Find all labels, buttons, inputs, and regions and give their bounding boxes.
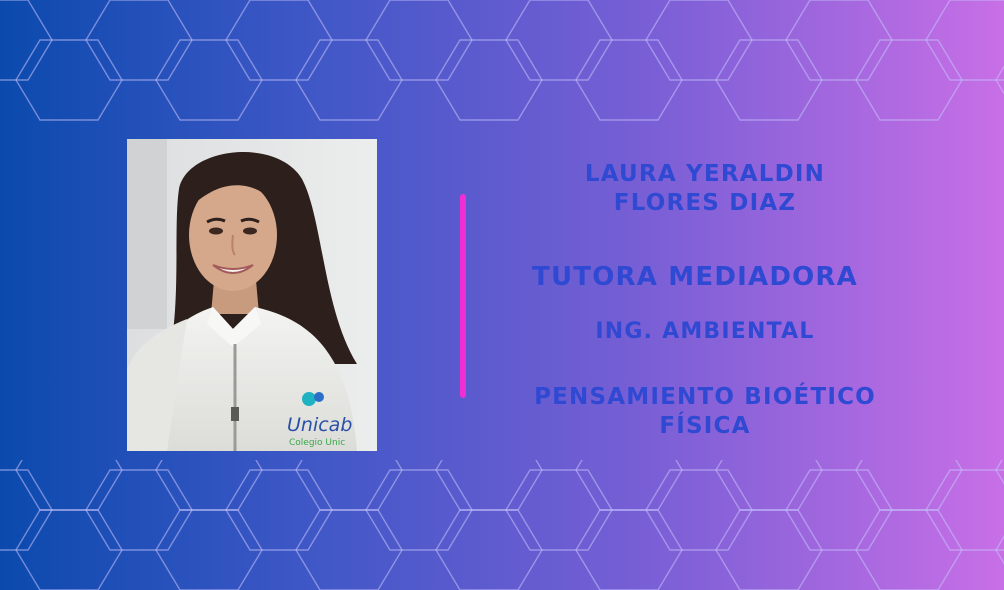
profile-name [520, 160, 890, 218]
portrait-illustration [127, 139, 377, 451]
subject-2: FÍSICA [659, 412, 751, 439]
profile-role: TUTORA MEDIADORA [532, 262, 858, 292]
hexagon-pattern-bottom [0, 460, 1004, 590]
profile-degree: ING. AMBIENTAL [595, 319, 815, 344]
profile-subjects [520, 383, 890, 441]
profile-photo [127, 139, 377, 451]
subject-1: PENSAMIENTO BIOÉTICO [534, 384, 876, 410]
logo-text: Unicab [287, 414, 353, 436]
hexagon-pattern-top [0, 0, 1004, 130]
accent-divider [460, 194, 466, 398]
logo-subtext: Colegio Unic [289, 438, 346, 448]
name-line-1: LAURA YERALDIN [584, 161, 826, 187]
name-line-2: FLORES DIAZ [613, 189, 797, 216]
